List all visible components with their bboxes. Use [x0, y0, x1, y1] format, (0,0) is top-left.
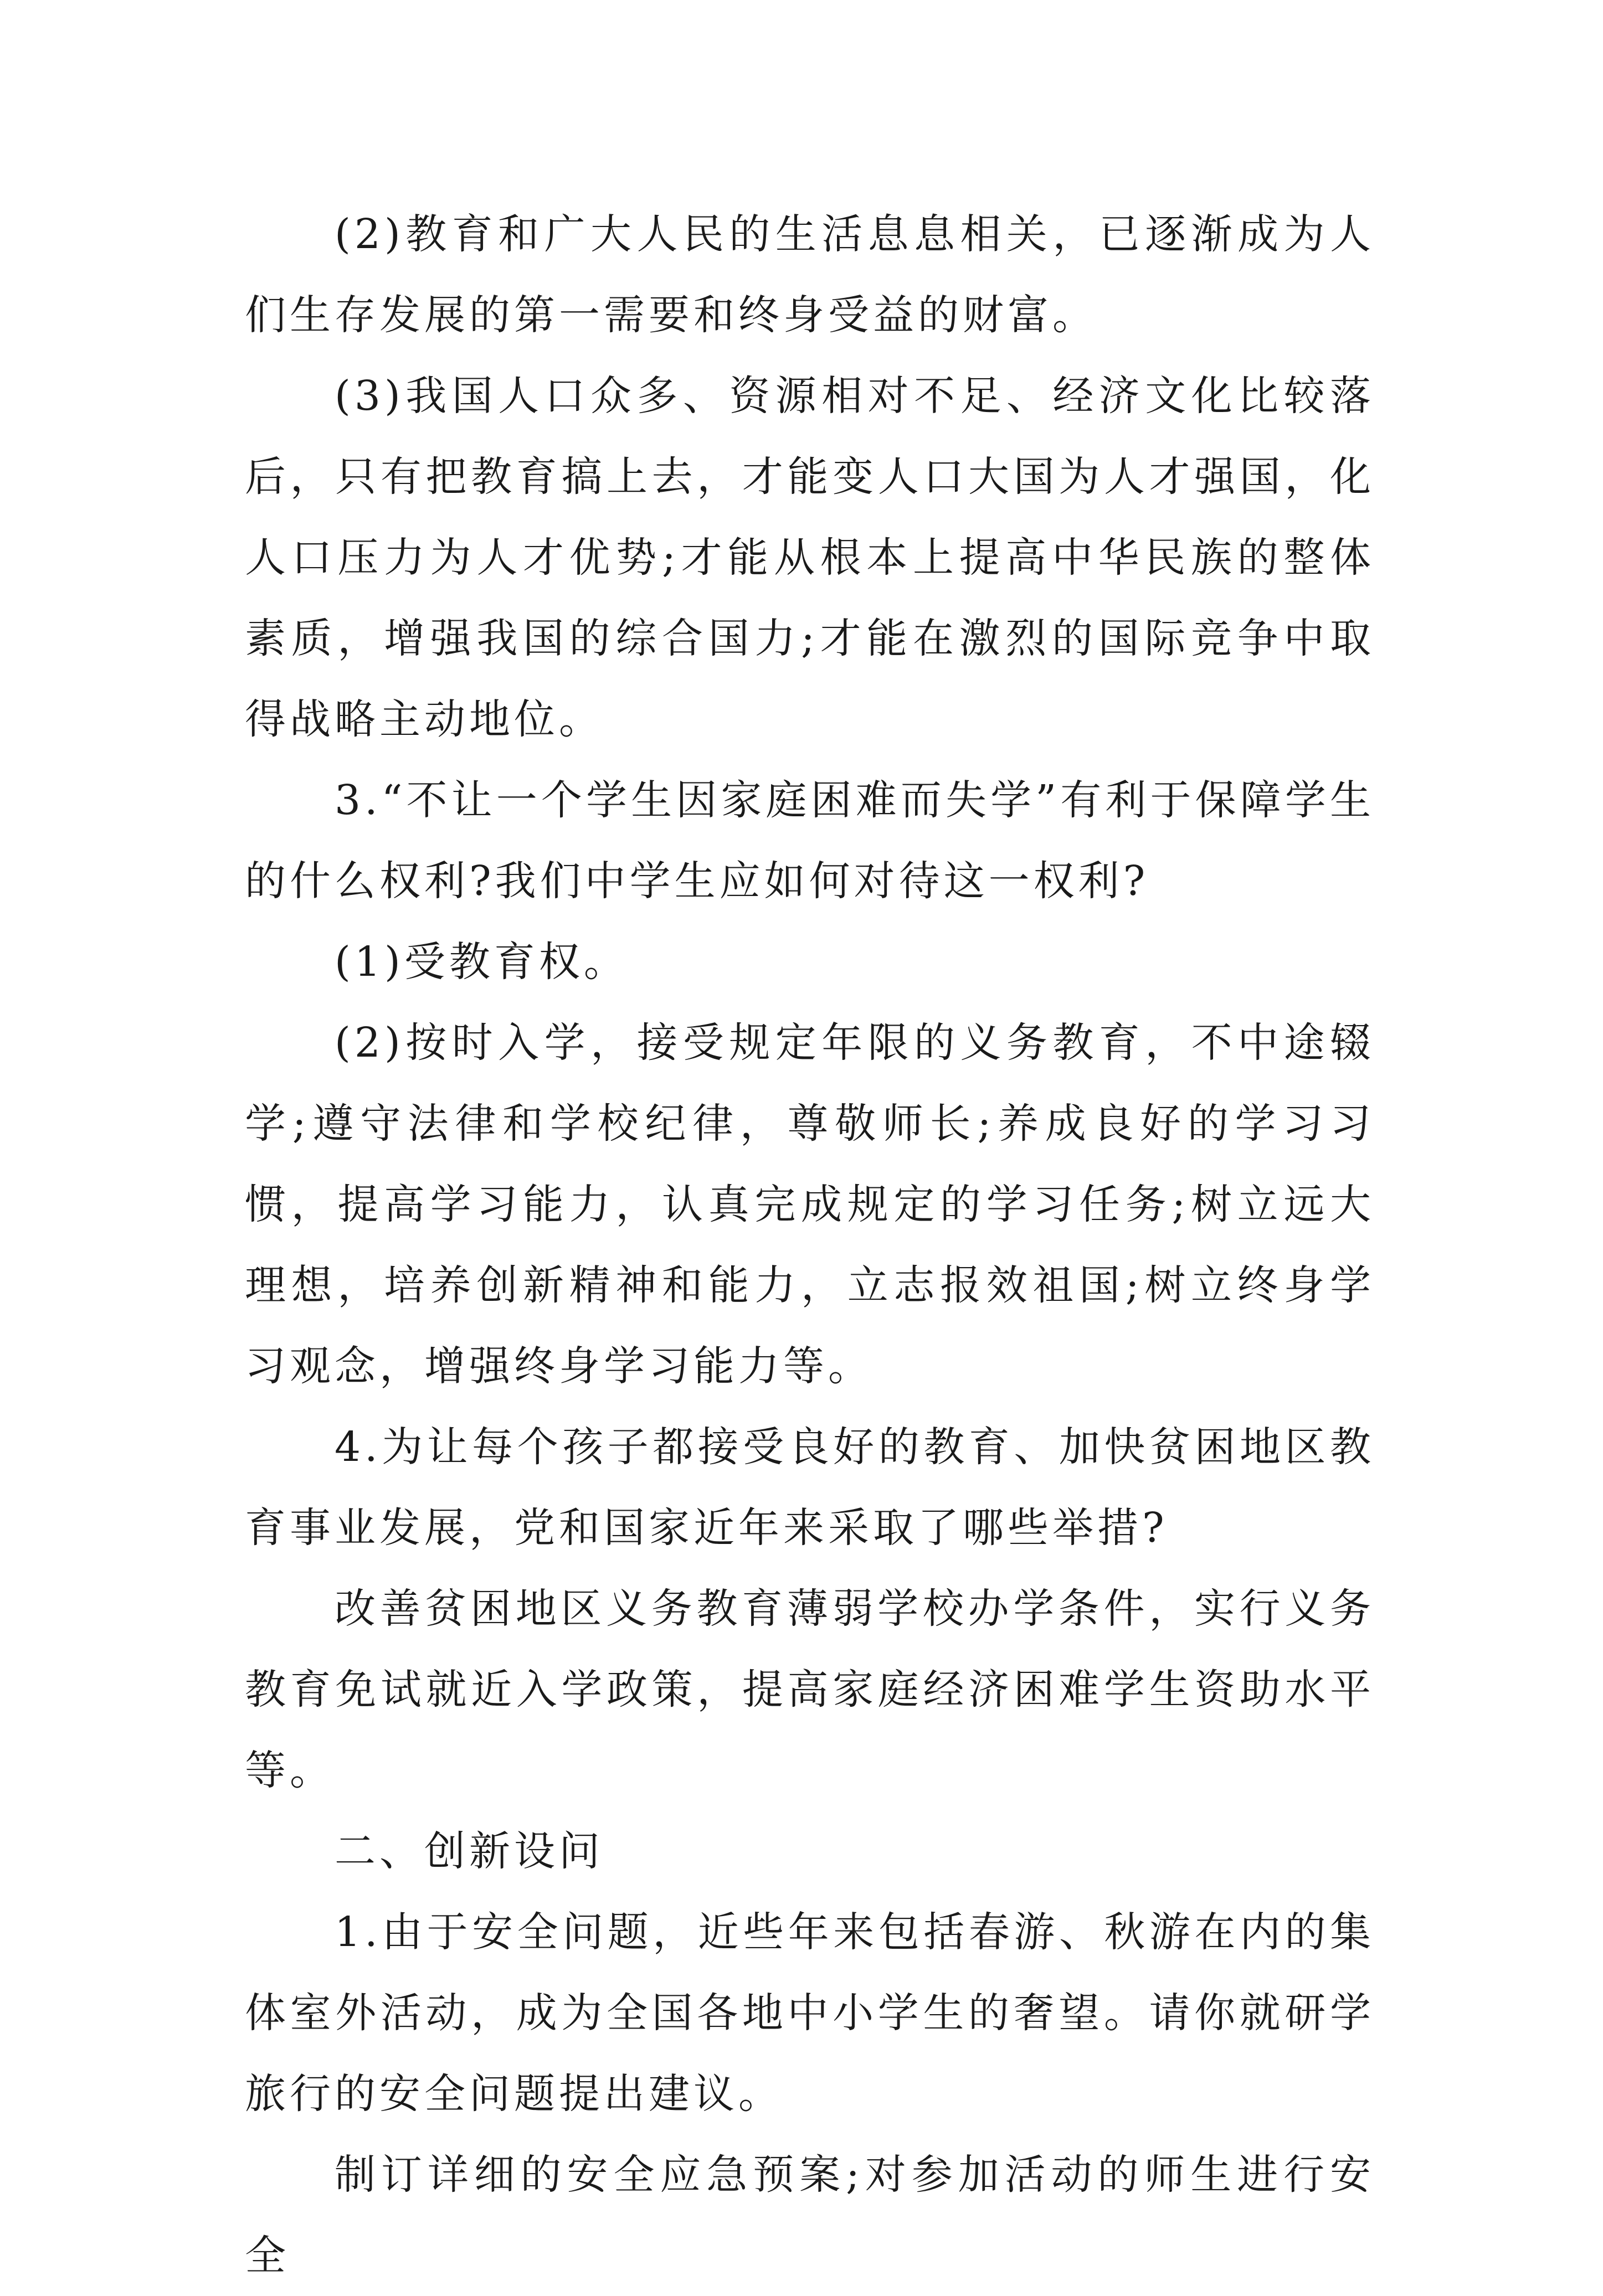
- paragraph-answer-3-population: (3)我国人口众多、资源相对不足、经济文化比较落后，只有把教育搞上去，才能变人口大国为人才强国，化人口压力为人才优势;才能从根本上提高中华民族的整体素质，增强我国的综合国力;才能在激烈的国际竞争中取得战略主动地位。: [245, 372, 1375, 743]
- paragraph-question-3: 3.“不让一个学生因家庭困难而失学”有利于保障学生的什么权利?我们中学生应如何对待这一权利?: [245, 776, 1375, 905]
- paragraph-question-4: 4.为让每个孩子都接受良好的教育、加快贫困地区教育事业发展，党和国家近年来采取了哪些举措?: [245, 1423, 1375, 1552]
- paragraph-answer-4-measures: 改善贫困地区义务教育薄弱学校办学条件，实行义务教育免试就近入学政策，提高家庭经济困难学生资助水平等。: [245, 1585, 1375, 1794]
- paragraph-question-1-safety: 1.由于安全问题，近些年来包括春游、秋游在内的集体室外活动，成为全国各地中小学生的奢望。请你就研学旅行的安全问题提出建议。: [245, 1908, 1375, 2118]
- paragraph-answer-2-daily-life: (2)教育和广大人民的生活息息相关，已逐渐成为人们生存发展的第一需要和终身受益的财富。: [245, 210, 1375, 339]
- section-heading-innovative-questions: 二、创新设问: [335, 1827, 604, 1875]
- paragraph-answer-2-obligations: (2)按时入学，接受规定年限的义务教育，不中途辍学;遵守法律和学校纪律，尊敬师长;养成良好的学习习惯，提高学习能力，认真完成规定的学习任务;树立远大理想，培养创新精神和能力，立志报效祖国;树立终身学习观念，增强终身学习能力等。: [245, 1019, 1375, 1390]
- paragraph-answer-safety-plan: 制订详细的安全应急预案;对参加活动的师生进行安全: [245, 2151, 1375, 2279]
- paragraph-answer-1-right-to-education: (1)受教育权。: [335, 938, 629, 986]
- document-body: [245, 194, 1375, 2296]
